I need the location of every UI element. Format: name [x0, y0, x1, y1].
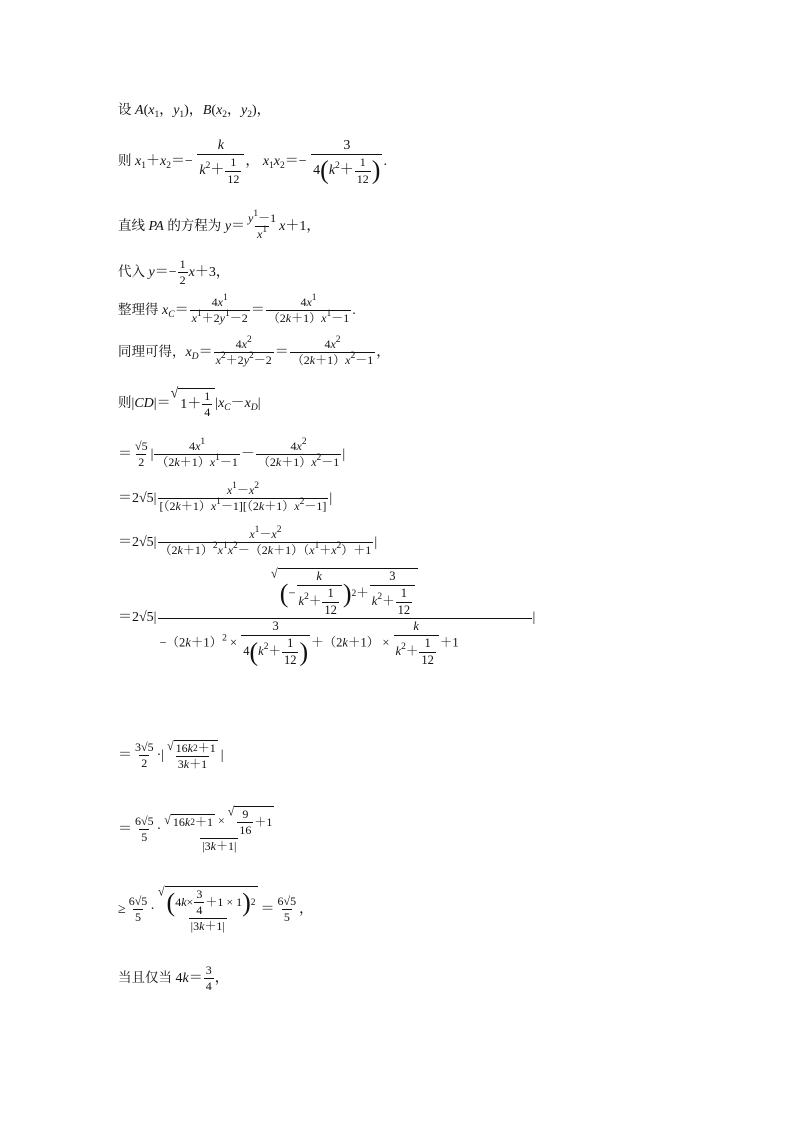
- line-6: 同理可得，$x_D=$ $\frac{4x^2}{x^2+2y^2-2}$ ＝ $\frac{4x^2}{(2k+1)x^2-1}$ ，: [118, 335, 391, 368]
- line-15: 当且仅当 4k＝ $\frac{3}{4}$ ，: [118, 963, 229, 994]
- line-11: ＝2√5| √ ( − k $k^2+$ $\frac{1}{12}$ ) 2 ＋ 3 $k^2+$ $\frac{1}{12}$ $-(2k+1)^2$ × 3 $4(k^2+$ $\frac{1}{12}$ ) ＋（2k＋1） × k $k^2+$ $\frac{1}{12}$ ＋1 |: [118, 565, 536, 667]
- line-2: 则 $x_1+x_2=-$ k $k^2+$ $\frac{1}{12}$ ， $x_1x_2=-$ 3 $4(k^2+$ $\frac{1}{12}$ ) .: [118, 138, 387, 186]
- line-5: 整理得 $x_C=$ $\frac{4x^1}{x^1+2y^1-2}$ ＝ $\frac{4x^1}{(2k+1)x^1-1}$ .: [118, 293, 356, 326]
- line-4: 代入 y＝− $\frac{1}{2}$ x＋3，: [118, 257, 230, 288]
- line-13: ＝ $\frac{6√5}{5}$ · √ 16 k 2 ＋1 × √ 9 16 ＋1 |3k＋1|: [118, 804, 273, 854]
- line-10: ＝2√5| $\frac{x^1-x^2}{(2k+1)^2x^1x^2-(2k+1)(x^1+x^2)+1}$ |: [118, 525, 378, 558]
- line-9: ＝2√5| $\frac{x^1-x^2}{[(2k+1)x^1-1][(2k+1)x^2-1]}$ |: [118, 481, 333, 514]
- line-3: 直线 PA 的方程为 y＝ $\frac{y^1-1}{x^1}$ x＋1，: [118, 209, 321, 242]
- line-1: 设 $A(x_1$，$y_1$)，$B(x_2$，$y_2$)，: [118, 102, 271, 120]
- line-8: ＝ $\frac{√5}{2}$ | $\frac{4x^1}{(2k+1)x^1-1}$ － $\frac{4x^2}{(2k+1)x^2-1}$ |: [118, 437, 346, 470]
- line-12: ＝ $\frac{3√5}{2}$ ·| √ 16 k 2 ＋1 3k＋1 |: [118, 738, 224, 772]
- line-14: ≥ $\frac{6√5}{5}$ · √ ( 4 k × 3 4 ＋1 × 1 ) 2 |3k＋1| ＝ $\frac{6√5}{5}$ ，: [118, 884, 314, 934]
- line-7: 则|CD|＝ √ 1＋ 1 4 $|x_C-x_D|$: [118, 386, 261, 420]
